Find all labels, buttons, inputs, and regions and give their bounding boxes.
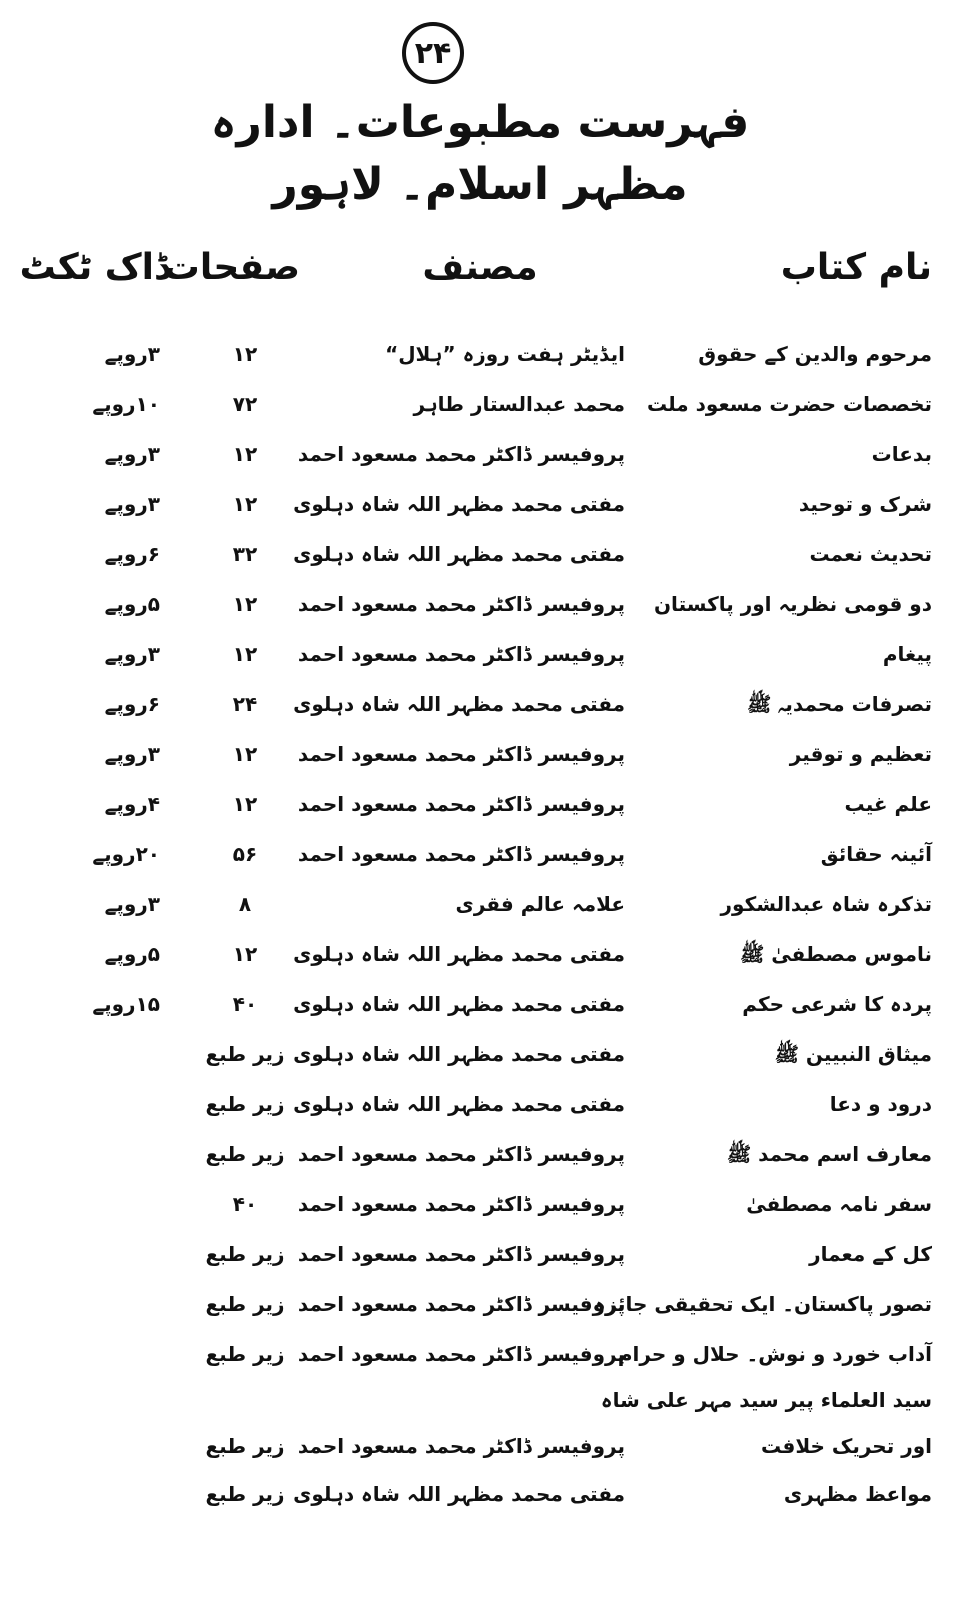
book-price: ۳روپے	[104, 742, 160, 766]
book-title: پیغام	[882, 642, 932, 666]
book-title: میثاق النبیین ﷺ	[774, 1042, 932, 1066]
table-row	[0, 584, 960, 624]
book-price: ۵روپے	[104, 592, 160, 616]
book-author: پروفیسر ڈاکٹر محمد مسعود احمد	[297, 642, 625, 666]
book-price: ۲۰روپے	[92, 842, 160, 866]
book-pages: ۱۲	[232, 792, 258, 816]
book-price: ۳روپے	[104, 492, 160, 516]
book-author: علامہ عالم فقری	[455, 892, 625, 916]
book-price: ۳روپے	[104, 642, 160, 666]
book-author: پروفیسر ڈاکٹر محمد مسعود احمد	[297, 1342, 625, 1366]
book-author: پروفیسر ڈاکٹر محمد مسعود احمد	[297, 792, 625, 816]
header-pages: صفحات	[163, 247, 300, 288]
book-title: ناموس مصطفیٰ ﷺ	[740, 942, 932, 966]
book-pages: ۱۲	[232, 592, 258, 616]
book-title: سفر نامہ مصطفیٰ	[746, 1192, 932, 1216]
book-pages: ۲۴	[232, 692, 258, 716]
book-title: آداب خورد و نوش۔ حلال و حرام	[617, 1342, 932, 1366]
book-pages: زیر طبع	[205, 1242, 285, 1266]
book-title: سید العلماء پیر سید مہر علی شاہ	[600, 1388, 932, 1412]
book-pages: ۱۲	[232, 942, 258, 966]
book-title: تصور پاکستان۔ ایک تحقیقی جائزہ	[593, 1292, 932, 1316]
table-row	[0, 634, 960, 674]
book-author: پروفیسر ڈاکٹر محمد مسعود احمد	[297, 742, 625, 766]
book-pages: زیر طبع	[205, 1092, 285, 1116]
book-price: ۱۰روپے	[92, 392, 160, 416]
book-pages: ۴۰	[232, 992, 258, 1016]
header-author: مصنف	[422, 247, 538, 288]
book-pages: زیر طبع	[205, 1042, 285, 1066]
table-row	[0, 734, 960, 774]
book-title: آئینہ حقائق	[820, 842, 932, 866]
book-pages: زیر طبع	[205, 1482, 285, 1506]
header-postage: ڈاک ٹکٹ	[19, 247, 170, 288]
table-row	[0, 934, 960, 974]
book-title: پردہ کا شرعی حکم	[742, 992, 932, 1016]
book-price: ۳روپے	[104, 342, 160, 366]
book-title: تعظیم و توقیر	[789, 742, 932, 766]
book-title: کل کے معمار	[809, 1242, 932, 1266]
book-pages: زیر طبع	[205, 1142, 285, 1166]
book-pages: ۸	[238, 892, 252, 916]
book-price: ۶روپے	[104, 542, 160, 566]
book-author: پروفیسر ڈاکٹر محمد مسعود احمد	[297, 1192, 625, 1216]
book-price: ۳روپے	[104, 892, 160, 916]
book-author: مفتی محمد مظہر اللہ شاہ دہلوی	[293, 1482, 625, 1506]
book-author: مفتی محمد مظہر اللہ شاہ دہلوی	[293, 492, 625, 516]
book-author: پروفیسر ڈاکٹر محمد مسعود احمد	[297, 1242, 625, 1266]
book-pages: ۴۰	[232, 1192, 258, 1216]
table-row	[0, 484, 960, 524]
book-author: پروفیسر ڈاکٹر محمد مسعود احمد	[297, 842, 625, 866]
book-price: ۴روپے	[104, 792, 160, 816]
table-header	[0, 238, 960, 298]
table-row	[0, 1334, 960, 1374]
book-author: محمد عبدالستار طاہر	[413, 392, 625, 416]
book-pages: ۳۲	[232, 542, 258, 566]
table-row	[0, 1084, 960, 1124]
table-row	[0, 1380, 960, 1420]
book-pages: ۱۲	[232, 442, 258, 466]
book-price: ۶روپے	[104, 692, 160, 716]
book-author: مفتی محمد مظہر اللہ شاہ دہلوی	[293, 692, 625, 716]
table-row	[0, 1034, 960, 1074]
table-row	[0, 984, 960, 1024]
book-author: ایڈیٹر ہفت روزہ ”ہلال“	[385, 342, 625, 366]
book-price: ۵روپے	[104, 942, 160, 966]
book-title: تحدیث نعمت	[809, 542, 932, 566]
page-title: فہرست مطبوعات۔ ادارہ مظہر اسلام۔ لاہور	[210, 97, 750, 210]
book-title: بدعات	[871, 442, 932, 466]
book-title: شرک و توحید	[798, 492, 932, 516]
book-author: مفتی محمد مظہر اللہ شاہ دہلوی	[293, 1042, 625, 1066]
book-title: مواعظ مظہری	[783, 1482, 932, 1506]
book-pages: ۱۲	[232, 642, 258, 666]
table-row	[0, 1234, 960, 1274]
book-title: دو قومی نظریہ اور پاکستان	[653, 592, 932, 616]
book-pages: زیر طبع	[205, 1292, 285, 1316]
book-author: پروفیسر ڈاکٹر محمد مسعود احمد	[297, 442, 625, 466]
table-row	[0, 1134, 960, 1174]
book-author: مفتی محمد مظہر اللہ شاہ دہلوی	[293, 1092, 625, 1116]
book-author: پروفیسر ڈاکٹر محمد مسعود احمد	[297, 592, 625, 616]
book-author: مفتی محمد مظہر اللہ شاہ دہلوی	[293, 942, 625, 966]
book-title: تذکرہ شاہ عبدالشکور	[720, 892, 932, 916]
book-title: معارف اسم محمد ﷺ	[727, 1142, 932, 1166]
table-row	[0, 784, 960, 824]
book-title: تصرفات محمدیہ ﷺ	[747, 692, 932, 716]
book-author: پروفیسر ڈاکٹر محمد مسعود احمد	[297, 1292, 625, 1316]
book-pages: ۵۶	[232, 842, 258, 866]
book-title: علم غیب	[844, 792, 932, 816]
book-title: مرحوم والدین کے حقوق	[698, 342, 932, 366]
table-row	[0, 334, 960, 374]
table-row	[0, 1184, 960, 1224]
book-pages: ۱۲	[232, 492, 258, 516]
table-row	[0, 534, 960, 574]
book-title: اور تحریک خلافت	[761, 1434, 932, 1458]
table-row	[0, 1426, 960, 1466]
header-book-title: نام کتاب	[780, 247, 932, 288]
book-price: ۱۵روپے	[92, 992, 160, 1016]
book-pages: زیر طبع	[205, 1342, 285, 1366]
book-title: تخصصات حضرت مسعود ملت	[646, 392, 932, 416]
book-pages: ۱۲	[232, 342, 258, 366]
table-row	[0, 1284, 960, 1324]
book-author: مفتی محمد مظہر اللہ شاہ دہلوی	[293, 542, 625, 566]
book-author: پروفیسر ڈاکٹر محمد مسعود احمد	[297, 1142, 625, 1166]
book-price: ۳روپے	[104, 442, 160, 466]
book-pages: ۷۲	[232, 392, 258, 416]
table-row	[0, 884, 960, 924]
table-row	[0, 384, 960, 424]
table-row	[0, 434, 960, 474]
book-author: مفتی محمد مظہر اللہ شاہ دہلوی	[293, 992, 625, 1016]
table-row	[0, 684, 960, 724]
book-pages: زیر طبع	[205, 1434, 285, 1458]
book-pages: ۱۲	[232, 742, 258, 766]
table-row	[0, 834, 960, 874]
table-row	[0, 1474, 960, 1514]
book-author: پروفیسر ڈاکٹر محمد مسعود احمد	[297, 1434, 625, 1458]
page-number: ۲۴	[402, 22, 464, 84]
book-title: درود و دعا	[829, 1092, 932, 1116]
